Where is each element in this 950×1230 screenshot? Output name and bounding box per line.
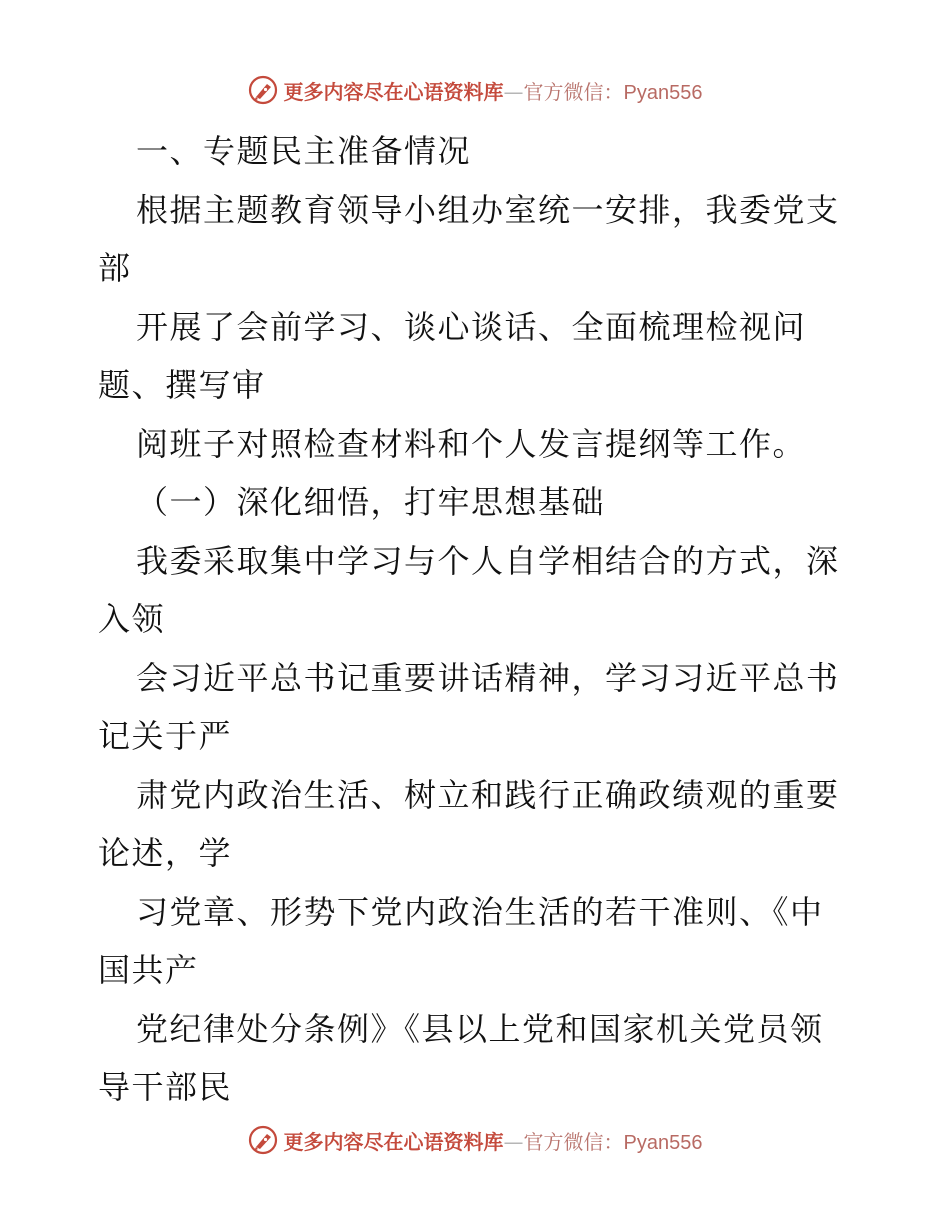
- text-line: 阅班子对照检查材料和个人发言提纲等工作。: [136, 424, 807, 463]
- watermark-wechat-id: Pyan556: [623, 81, 703, 104]
- pen-nib-icon: [248, 75, 278, 105]
- text-line: 部: [98, 249, 132, 287]
- text-line: 肃党内政治生活、树立和践行正确政绩观的重要: [136, 775, 840, 814]
- text-line: 根据主题教育领导小组办室统一安排，我委党支: [136, 190, 840, 229]
- pen-nib-icon: [248, 1125, 278, 1155]
- header-watermark: [0, 70, 950, 110]
- text-line: 题、撰写审: [98, 366, 266, 404]
- text-line: 入领: [98, 600, 166, 638]
- text-line: 会习近平总书记重要讲话精神，学习习近平总书: [136, 658, 840, 697]
- watermark-wechat-id: Pyan556: [623, 1131, 703, 1154]
- text-line: 我委采取集中学习与个人自学相结合的方式，深: [136, 541, 840, 580]
- text-line: 论述，学: [98, 834, 233, 872]
- watermark-brand: 更多内容尽在心语资料库: [283, 79, 504, 104]
- document-body: [98, 122, 858, 1117]
- footer-watermark: [0, 1120, 950, 1160]
- watermark-wechat-label: 官方微信：: [523, 79, 624, 104]
- watermark-brand: 更多内容尽在心语资料库: [283, 1129, 504, 1154]
- text-line: 记关于严: [98, 717, 233, 755]
- watermark-wechat-label: 官方微信：: [523, 1129, 624, 1154]
- watermark-text: [284, 1126, 703, 1155]
- subheading-line: （一）深化细悟，打牢思想基础: [136, 483, 606, 521]
- watermark-text: [284, 76, 703, 105]
- text-line: 开展了会前学习、谈心谈话、全面梳理检视问: [136, 307, 807, 346]
- text-line: 导干部民: [98, 1068, 233, 1106]
- text-line: 习党章、形势下党内政治生活的若干准则、《中: [136, 892, 824, 931]
- heading-line: 一、专题民主准备情况: [136, 132, 472, 170]
- watermark-dash: —: [503, 79, 524, 104]
- text-line: 党纪律处分条例》《县以上党和国家机关党员领: [136, 1009, 824, 1048]
- text-line: 国共产: [98, 951, 199, 989]
- watermark-dash: —: [503, 1129, 524, 1154]
